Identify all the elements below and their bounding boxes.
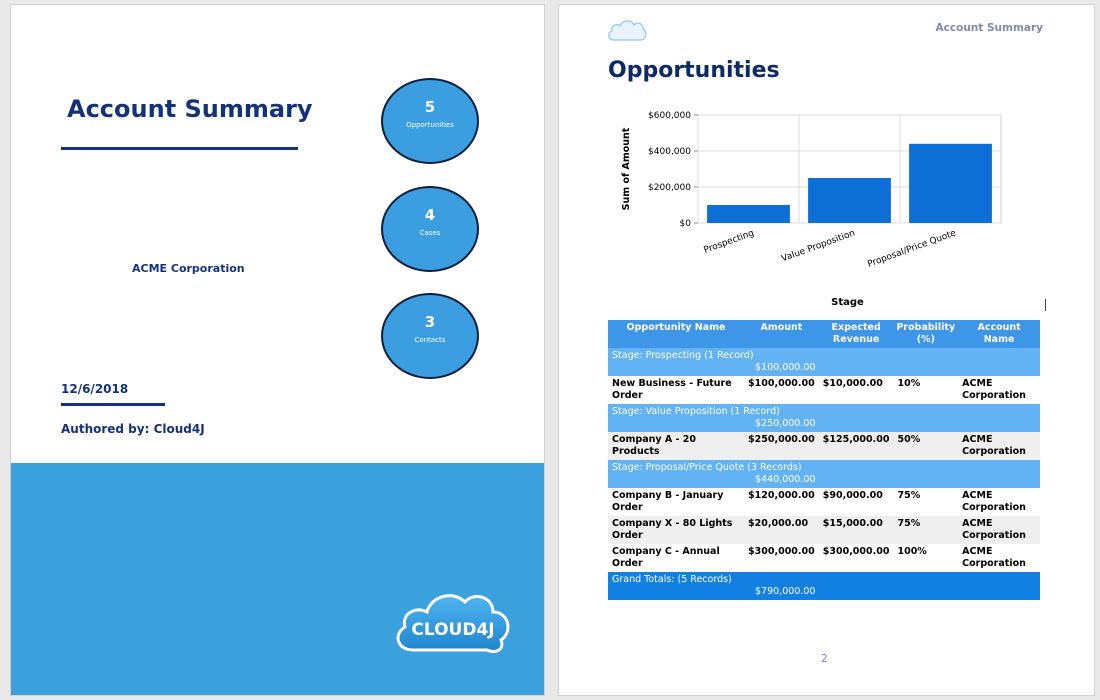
section-title: Opportunities bbox=[608, 58, 780, 83]
group-label: Stage: Value Proposition (1 Record) bbox=[612, 406, 780, 417]
column-header: Probability (%) bbox=[893, 320, 958, 348]
cloud4j-logo bbox=[391, 580, 515, 662]
text-cursor bbox=[1045, 299, 1046, 311]
amount-cell: $20,000.00 bbox=[744, 516, 819, 544]
cover-title: Account Summary bbox=[67, 95, 313, 123]
probability-cell: 50% bbox=[893, 432, 958, 460]
y-tick-label: $400,000 bbox=[648, 147, 691, 157]
table-header-row bbox=[608, 320, 1040, 348]
table-row bbox=[608, 544, 1040, 572]
running-header: Account Summary bbox=[935, 22, 1043, 34]
expected-revenue-cell: $15,000.00 bbox=[819, 516, 894, 544]
y-tick-label: $0 bbox=[679, 219, 691, 229]
account-name-cell: ACME Corporation bbox=[962, 546, 1026, 569]
author-line: Authored by: Cloud4J bbox=[61, 422, 205, 436]
x-tick-label: Value Proposition bbox=[780, 228, 857, 265]
group-subtotal: $440,000.00 bbox=[755, 474, 816, 485]
expected-revenue-cell: $125,000.00 bbox=[819, 432, 894, 460]
bubble-label: Contacts bbox=[414, 336, 446, 344]
probability-cell: 10% bbox=[897, 378, 921, 389]
column-header: Amount bbox=[744, 320, 819, 348]
page-number: 2 bbox=[821, 653, 828, 665]
probability-cell: 75% bbox=[897, 490, 921, 501]
amount-cell: $120,000.00 bbox=[748, 490, 815, 501]
bubble-label: Opportunities bbox=[406, 121, 454, 129]
opportunity-name-cell: New Business - Future Order bbox=[612, 378, 732, 401]
group-row bbox=[608, 404, 1040, 432]
opportunity-name-cell: Company B - January Order bbox=[612, 490, 724, 513]
group-row bbox=[608, 348, 1040, 376]
bubble-count: 3 bbox=[424, 313, 436, 331]
x-axis-label: Stage bbox=[831, 297, 864, 308]
cases-count-bubble bbox=[381, 186, 479, 272]
bar bbox=[909, 144, 992, 223]
opportunity-name-cell: Company X - 80 Lights Order bbox=[608, 516, 744, 544]
probability-cell: 75% bbox=[893, 516, 958, 544]
group-row bbox=[608, 460, 1040, 488]
opportunities-bar-chart bbox=[609, 99, 1049, 311]
account-name-cell: ACME Corporation bbox=[958, 516, 1040, 544]
group-label: Stage: Prospecting (1 Record) bbox=[612, 350, 754, 361]
company-name: ACME Corporation bbox=[132, 262, 245, 275]
opportunity-name-cell: Company A - 20 Products bbox=[608, 432, 744, 460]
expected-revenue-cell: $10,000.00 bbox=[822, 378, 883, 389]
grand-total-label: Grand Totals: (5 Records) bbox=[612, 574, 732, 585]
column-header: Expected Revenue bbox=[819, 320, 894, 348]
cover-page bbox=[10, 4, 545, 696]
bar bbox=[808, 178, 891, 223]
x-tick-label: Prospecting bbox=[702, 228, 756, 256]
report-date: 12/6/2018 bbox=[61, 382, 129, 396]
opportunities-count-bubble bbox=[381, 78, 479, 164]
account-name-cell: ACME Corporation bbox=[958, 432, 1040, 460]
probability-cell: 100% bbox=[897, 546, 927, 557]
title-underline bbox=[61, 147, 298, 150]
logo-wordmark: CLOUD4J bbox=[411, 620, 495, 640]
group-subtotal: $100,000.00 bbox=[755, 362, 816, 373]
bubble-count: 5 bbox=[424, 98, 436, 116]
column-header: Opportunity Name bbox=[608, 320, 744, 348]
bubble-count: 4 bbox=[424, 206, 436, 224]
y-tick-label: $600,000 bbox=[648, 111, 691, 121]
table-row bbox=[608, 488, 1040, 516]
column-header: Account Name bbox=[958, 320, 1040, 348]
chart-svg bbox=[609, 99, 1049, 311]
grand-total-row bbox=[608, 572, 1040, 600]
expected-revenue-cell: $300,000.00 bbox=[822, 546, 890, 557]
table-row bbox=[608, 432, 1040, 460]
x-tick-label: Proposal/Price Quote bbox=[866, 228, 958, 270]
opportunity-name-cell: Company C - Annual Order bbox=[612, 546, 720, 569]
contacts-count-bubble bbox=[381, 293, 479, 379]
bar bbox=[707, 205, 790, 223]
y-tick-label: $200,000 bbox=[648, 183, 691, 193]
y-axis-label: Sum of Amount bbox=[621, 127, 632, 211]
group-subtotal: $250,000.00 bbox=[755, 418, 816, 429]
amount-cell: $100,000.00 bbox=[748, 378, 815, 389]
account-name-cell: ACME Corporation bbox=[962, 378, 1026, 401]
group-label: Stage: Proposal/Price Quote (3 Records) bbox=[612, 462, 802, 473]
amount-cell: $250,000.00 bbox=[744, 432, 819, 460]
grand-total-amount: $790,000.00 bbox=[755, 586, 816, 597]
table-row bbox=[608, 376, 1040, 404]
table-row bbox=[608, 516, 1040, 544]
account-name-cell: ACME Corporation bbox=[962, 490, 1026, 513]
bubble-label: Cases bbox=[419, 229, 441, 237]
amount-cell: $300,000.00 bbox=[748, 546, 815, 557]
expected-revenue-cell: $90,000.00 bbox=[822, 490, 883, 501]
date-underline bbox=[61, 403, 165, 406]
report-page bbox=[558, 4, 1095, 696]
cloud-logo-icon bbox=[607, 17, 647, 43]
opportunities-table bbox=[608, 320, 1040, 600]
